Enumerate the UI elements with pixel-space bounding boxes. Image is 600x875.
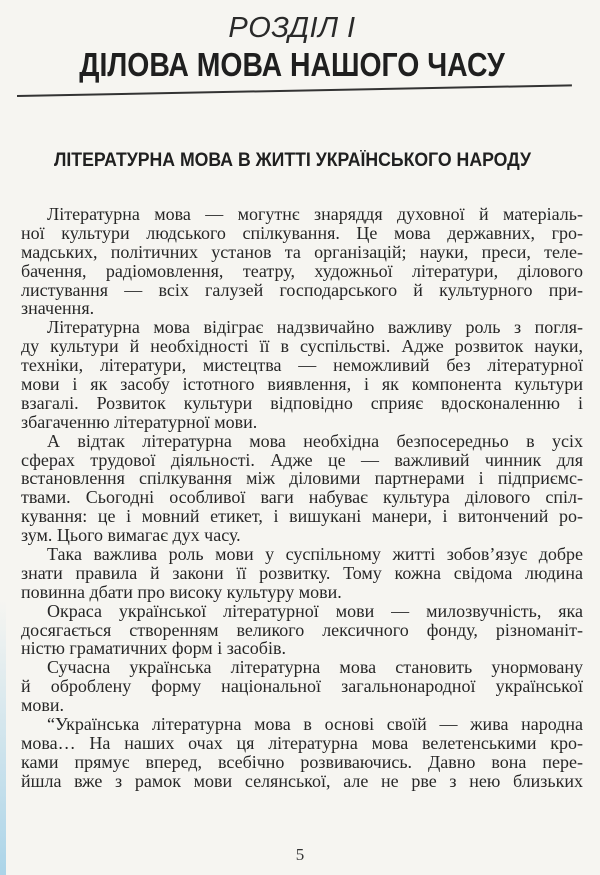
text-line: мова… На наших очах ця літературна мова велетенськими кро- xyxy=(21,732,583,753)
section-title: ЛІТЕРАТУРНА МОВА В ЖИТТІ УКРАЇНСЬКОГО НАРОДУ xyxy=(53,150,531,171)
text-line: Така важлива роль мови у суспільному житті зобов’язує добре xyxy=(47,544,583,565)
text-line: Сучасна українська літературна мова становить унормовану xyxy=(47,657,583,678)
text-line: А відтак літературна мова необхідна безпосередньо в усіх xyxy=(47,430,583,451)
paragraph xyxy=(21,715,583,791)
text-line: сферах трудової діяльності. Адже це — важливий чинник для xyxy=(21,449,583,470)
paragraph xyxy=(21,602,583,659)
chapter-label: РОЗДІЛ І xyxy=(228,12,356,44)
text-line: твами. Сьогодні особливої ваги набуває культура ділового спіл- xyxy=(21,487,583,508)
text-line: й оброблену форму національної загальнонародної української xyxy=(21,676,583,697)
text-line: листування — всіх галузей господарського й культурного при- xyxy=(21,279,583,300)
text-line: ками прямує вперед, всебічно розвиваючись. Давно вона пере- xyxy=(21,751,583,772)
text-line: знати правила й закони її розвитку. Тому кожна свідома людина xyxy=(21,562,583,583)
text-line: техніки, літератури, мистецтва — неможливий без літературної xyxy=(21,355,583,376)
text-line: досягається створенням великого лексичного фонду, різноманіт- xyxy=(21,619,583,640)
text-line: ністю граматичних форм і засобів. xyxy=(21,638,286,659)
paragraph xyxy=(21,545,583,602)
text-line: ної культури людського спілкування. Це мова державних, гро- xyxy=(21,222,583,243)
paragraph xyxy=(21,205,583,318)
paragraph xyxy=(21,658,583,715)
text-line: зум. Цього вимагає дух часу. xyxy=(21,525,241,546)
scan-edge-tint xyxy=(0,600,6,875)
text-line: значення. xyxy=(21,298,95,319)
chapter-title: ДІЛОВА МОВА НАШОГО ЧАСУ xyxy=(79,46,505,83)
text-line: “Українська літературна мова в основі своїй — жива народна xyxy=(47,714,583,735)
text-line: Окраса української літературної мови — милозвучність, яка xyxy=(47,600,583,621)
text-line: мови. xyxy=(21,695,65,716)
title-underline-divider xyxy=(17,84,572,96)
text-line: йшла вже з рамок мови селянської, але не рве з нею близьких xyxy=(21,770,583,791)
text-line: ду культури й необхідності її в суспільстві. Адже розвиток науки, xyxy=(21,336,583,357)
page-number: 5 xyxy=(295,845,305,864)
paragraph xyxy=(21,318,583,431)
text-line: взагалі. Розвиток культури відповідно сприяє вдосконаленню і xyxy=(21,392,583,413)
text-line: Літературна мова — могутнє знаряддя духовної й матеріаль- xyxy=(47,204,583,224)
paragraph xyxy=(21,432,583,545)
text-line: мови і як засобу істотного виявлення, і як компонента культури xyxy=(21,374,583,395)
text-line: Літературна мова відіграє надзвичайно важливу роль з погля- xyxy=(47,317,583,338)
text-line: мадських, політичних установ та організацій; науки, преси, теле- xyxy=(21,241,583,262)
text-line: встановлення спілкування між діловими партнерами і підприємс- xyxy=(21,468,583,489)
body-text xyxy=(21,205,583,791)
text-line: бачення, радіомовлення, театру, художньої літератури, ділового xyxy=(21,260,583,281)
text-line: повинна дбати про високу культуру мови. xyxy=(21,581,342,602)
text-line: збагаченню літературної мови. xyxy=(21,411,258,432)
text-line: кування: це і мовний етикет, і вишукані манери, і витончений ро- xyxy=(21,506,583,527)
